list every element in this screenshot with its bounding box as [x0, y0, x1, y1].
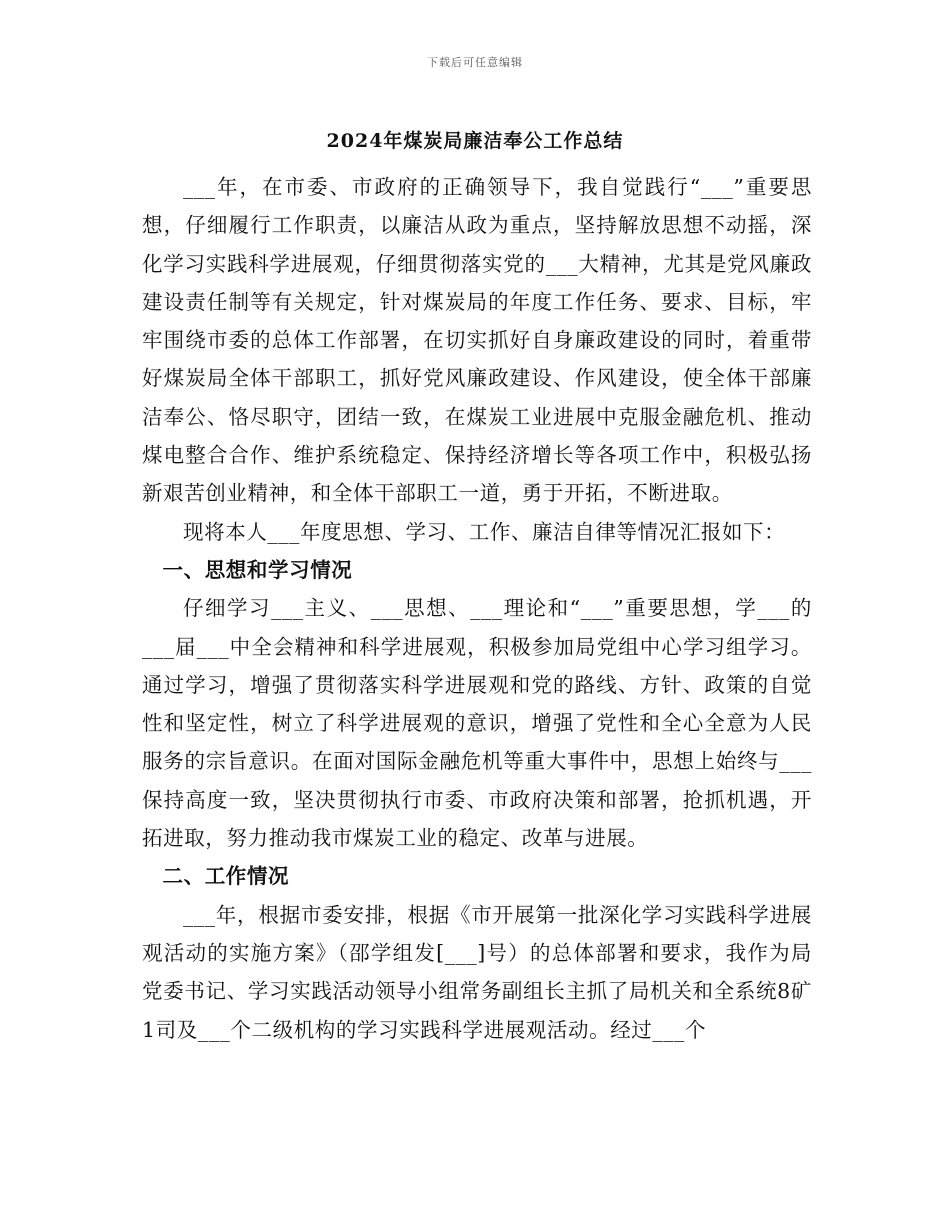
paragraph-thought-study: 仔细学习___主义、___思想、___理论和“___”重要思想，学___的___届___中全会精神和科学进展观，积极参加局党组中心学习组学习。通过学习，增强了贯彻落实科学进展观和党的路线、方针、政策的自觉性和坚定性，树立了科学进展观的意识，增强了党性和全心全意为人民服务的宗旨意识。在面对国际金融危机等重大事件中，思想上始终与___保持高度一致，坚决贯彻执行市委、市政府决策和部署，抢抓机遇，开拓进取，努力推动我市煤炭工业的稳定、改革与进展。	[142, 596, 812, 851]
document-title: 2024年煤炭局廉洁奉公工作总结	[326, 130, 624, 152]
section-heading-thought-study: 一、思想和学习情况	[162, 557, 353, 582]
document-body	[142, 168, 812, 1049]
paragraph-report-lead: 现将本人___年度思想、学习、工作、廉洁自律等情况汇报如下：	[183, 519, 786, 544]
header-note: 下载后可任意编辑	[427, 56, 523, 69]
section-heading-work: 二、工作情况	[162, 864, 290, 889]
paragraph-intro: ___年，在市委、市政府的正确领导下，我自觉践行“___”重要思想，仔细履行工作职责，以廉洁从政为重点，坚持解放思想不动摇，深化学习实践科学进展观，仔细贯彻落实党的___大精神，尤其是党风廉政建设责任制等有关规定，针对煤炭局的年度工作任务、要求、目标，牢牢围绕市委的总体工作部署，在切实抓好自身廉政建设的同时，着重带好煤炭局全体干部职工，抓好党风廉政建设、作风建设，使全体干部廉洁奉公、恪尽职守，团结一致，在煤炭工业进展中克服金融危机、推动煤电整合合作、维护系统稳定、保持经济增长等各项工作中，积极弘扬新艰苦创业精神，和全体干部职工一道，勇于开拓，不断进取。	[142, 175, 812, 506]
paragraph-work: ___年，根据市委安排，根据《市开展第一批深化学习实践科学进展观活动的实施方案》（邵学组发[___]号）的总体部署和要求，我作为局党委书记、学习实践活动领导小组常务副组长主抓了局机关和全系统8矿1司及___个二级机构的学习实践科学进展观活动。经过___个	[142, 902, 812, 1042]
